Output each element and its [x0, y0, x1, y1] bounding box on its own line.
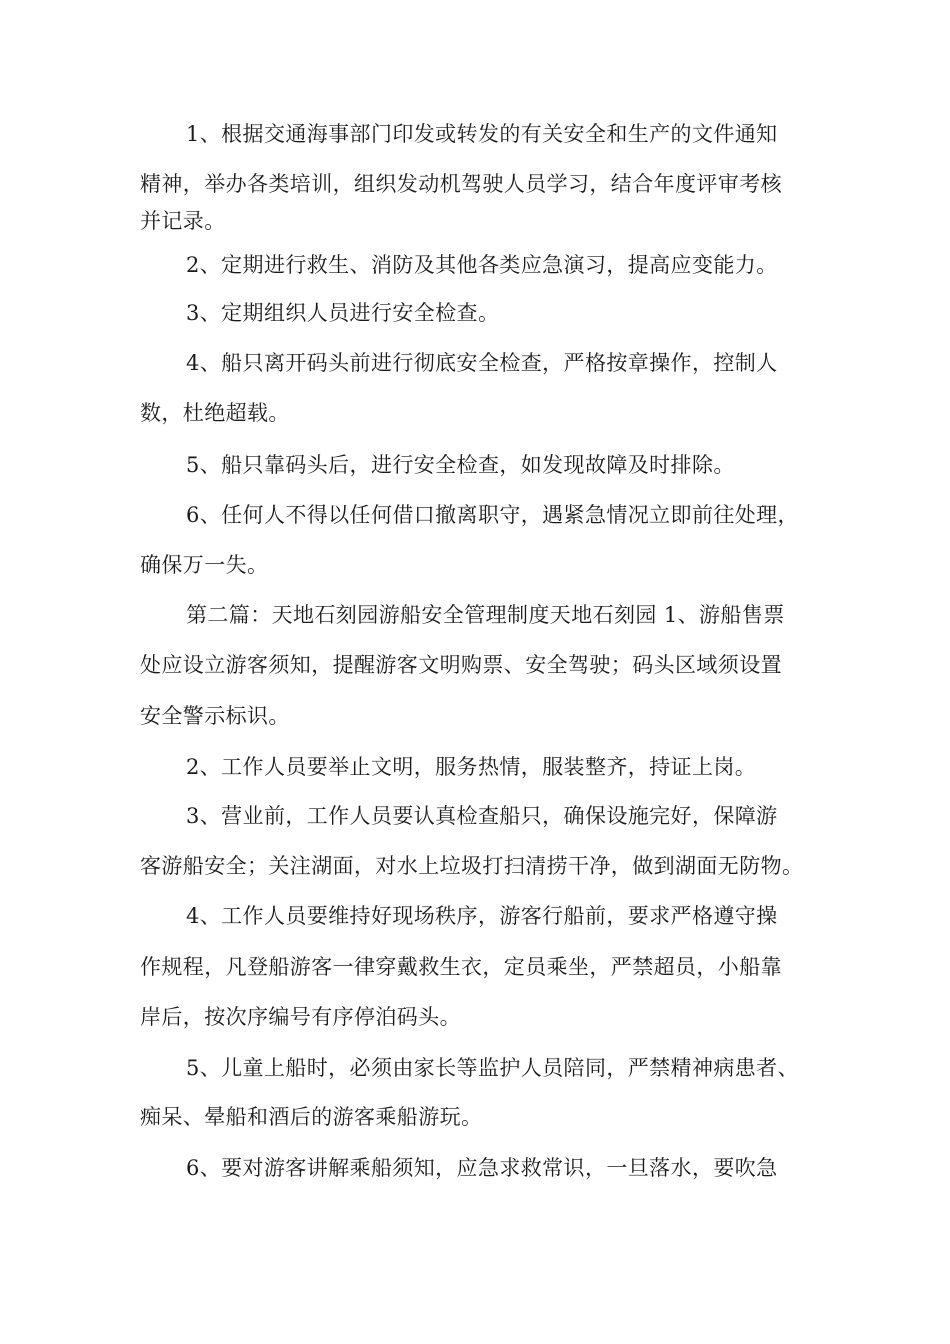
text-line: 2、定期进行救生、消防及其他各类应急演习，提高应变能力。	[186, 253, 778, 277]
text-line: 确保万一失。	[140, 553, 269, 577]
text-line: 并记录。	[140, 209, 226, 233]
text-line: 痴呆、晕船和酒后的游客乘船游玩。	[140, 1105, 483, 1129]
text-line: 1、根据交通海事部门印发或转发的有关安全和生产的文件通知	[186, 122, 778, 146]
text-line: 5、儿童上船时，必须由家长等监护人员陪同，严禁精神病患者、	[186, 1056, 799, 1080]
text-line: 第二篇：天地石刻园游船安全管理制度天地石刻园 1、游船售票	[186, 603, 785, 627]
text-line: 3、定期组织人员进行安全检查。	[186, 301, 500, 325]
text-line: 4、船只离开码头前进行彻底安全检查，严格按章操作，控制人	[186, 351, 778, 375]
text-line: 精神，举办各类培训，组织发动机驾驶人员学习，结合年度评审考核	[140, 172, 782, 196]
text-line: 作规程，凡登船游客一律穿戴救生衣，定员乘坐，严禁超员，小船靠	[140, 955, 782, 979]
text-line: 岸后，按次序编号有序停泊码头。	[140, 1005, 461, 1029]
text-line: 数，杜绝超载。	[140, 401, 290, 425]
text-line: 6、要对游客讲解乘船须知，应急求救常识，一旦落水，要吹急	[186, 1156, 778, 1180]
text-line: 6、任何人不得以任何借口撤离职守，遇紧急情况立即前往处理，	[186, 503, 799, 527]
text-line: 3、营业前，工作人员要认真检查船只，确保设施完好，保障游	[186, 804, 778, 828]
text-line: 4、工作人员要维持好现场秩序，游客行船前，要求严格遵守操	[186, 904, 778, 928]
text-line: 客游船安全；关注湖面，对水上垃圾打扫清捞干净，做到湖面无防物。	[140, 854, 804, 878]
text-line: 2、工作人员要举止文明，服务热情，服装整齐，持证上岗。	[186, 755, 757, 779]
text-line: 处应设立游客须知，提醒游客文明购票、安全驾驶；码头区域须设置	[140, 653, 782, 677]
text-line: 5、船只靠码头后，进行安全检查，如发现故障及时排除。	[186, 453, 735, 477]
text-line: 安全警示标识。	[140, 704, 290, 728]
